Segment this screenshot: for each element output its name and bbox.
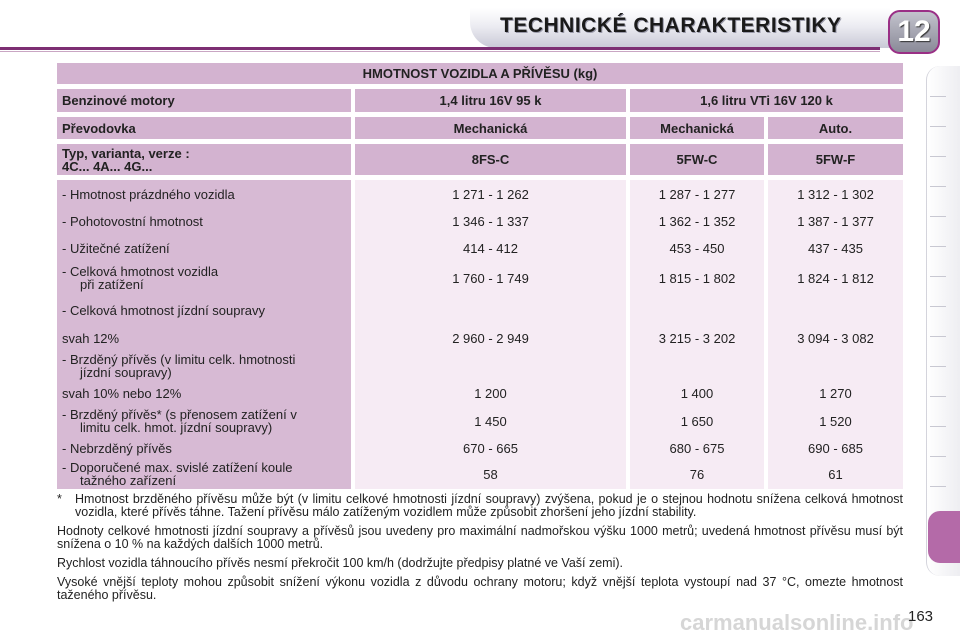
chapter-tab-rail [926, 66, 960, 576]
tab-divider [930, 486, 946, 487]
tab-divider [930, 456, 946, 457]
gearbox-label: Převodovka [57, 117, 351, 139]
row-label: svah 12% [62, 330, 120, 346]
tab-divider [930, 126, 946, 127]
row-value: 1 287 - 1 277 [658, 186, 736, 202]
row-value: 680 - 675 [669, 440, 725, 456]
tab-divider [930, 246, 946, 247]
footnote [57, 493, 903, 519]
row-value: 3 094 - 3 082 [797, 330, 874, 346]
page-title: TECHNICKÉ CHARAKTERISTIKY [500, 14, 842, 37]
row-label-cont: tažného zařízení [80, 473, 177, 488]
row-value: 1 400 [680, 385, 714, 401]
gearbox-3: Auto. [768, 117, 903, 139]
row-value: 1 271 - 1 262 [452, 186, 529, 202]
footnote-text: Hmotnost brzděného přívěsu může být (v limitu celkové hmotnosti jízdní soupravy) zvýšena, pokud je o stejnou hodnotu snížena celková hmotnost vozidla, které přívěs táhne. Tažení přívěsu málo zatíženým vozidlem může způsobit zhoršení jeho jízdní stability. [75, 492, 903, 519]
row-value: 1 824 - 1 812 [797, 270, 874, 286]
row-value: 1 200 [474, 385, 507, 401]
type-label-line2: 4C... 4A... 4G... [62, 158, 153, 174]
tab-divider [930, 156, 946, 157]
row-label-cont: při zatížení [80, 277, 144, 292]
note-paragraph: Vysoké vnější teploty mohou způsobit snížení výkonu vozidla z důvodu ochrany motoru; když vnější teplota vystoupí nad 37 °C, omezte hmotnost taženého přívěsu. [57, 575, 903, 602]
row-value: 453 - 450 [669, 240, 725, 256]
row-value: 1 520 [819, 413, 852, 429]
tab-divider [930, 426, 946, 427]
row-label: - Doporučené max. svislé zatížení koule [62, 460, 293, 475]
watermark: carmanualsonline.info [680, 610, 914, 635]
type-1: 8FS-C [355, 144, 626, 175]
row-value: 1 815 - 1 802 [658, 270, 736, 286]
tab-divider [930, 396, 946, 397]
row-value: 1 362 - 1 352 [658, 213, 736, 229]
row-label: - Celková hmotnost vozidla [62, 264, 219, 279]
row-value: 1 346 - 1 337 [452, 213, 529, 229]
row-value: 670 - 665 [463, 440, 518, 456]
row-label: svah 10% nebo 12% [62, 385, 182, 401]
row-label-cont: limitu celk. hmot. jízdní soupravy) [80, 420, 273, 435]
tab-divider [930, 366, 946, 367]
row-label: - Nebrzděný přívěs [62, 440, 172, 456]
row-value: 76 [689, 466, 705, 482]
row-label: - Užitečné zatížení [62, 240, 170, 256]
row-value: 1 760 - 1 749 [452, 270, 529, 286]
row-value: 61 [828, 466, 843, 482]
row-value: 3 215 - 3 202 [658, 330, 736, 346]
row-value: 2 960 - 2 949 [452, 330, 529, 346]
tab-divider [930, 276, 946, 277]
type-3: 5FW-F [768, 144, 903, 175]
note-paragraph: Rychlost vozidla táhnoucího přívěs nesmí překročit 100 km/h (dodržujte předpisy platné ve Vaší zemi). [57, 556, 624, 570]
row-value: 437 - 435 [808, 240, 863, 256]
active-chapter-tab[interactable] [928, 511, 960, 563]
tab-divider [930, 306, 946, 307]
type-label-line1: Typ, varianta, verze : [62, 145, 190, 161]
chapter-badge: 12 [888, 10, 940, 54]
page-number: 163 [908, 608, 934, 625]
gearbox-2: Mechanická [630, 117, 764, 139]
row-label: - Brzděný přívěs (v limitu celk. hmotnosti [62, 352, 296, 367]
header-rule-thin [0, 51, 880, 52]
row-value: 1 650 [680, 413, 714, 429]
engine-label: Benzinové motory [57, 89, 351, 112]
type-2: 5FW-C [630, 144, 764, 175]
row-value: 690 - 685 [808, 440, 863, 456]
tab-divider [930, 216, 946, 217]
row-label: - Celková hmotnost jízdní soupravy [62, 302, 266, 318]
row-value: 1 450 [474, 413, 507, 429]
tab-divider [930, 186, 946, 187]
note-paragraph: Hodnoty celkové hmotnosti jízdní soupravy a přívěsů jsou uvedeny pro maximální nadmořskou výšku 1000 metrů; uvedená hmotnost přívěsu musí být snížena o 10 % na každých dalších 1000 metrů. [57, 524, 903, 551]
row-value: 1 270 [819, 385, 852, 401]
row-value: 58 [483, 466, 498, 482]
gearbox-1: Mechanická [355, 117, 626, 139]
row-label: - Hmotnost prázdného vozidla [62, 186, 235, 202]
row-label: - Brzděný přívěs* (s přenosem zatížení v [62, 407, 297, 422]
tab-divider [930, 336, 946, 337]
row-value: 1 312 - 1 302 [797, 186, 874, 202]
header-rule [0, 47, 880, 50]
notes-section [57, 493, 903, 608]
type-label [57, 144, 351, 175]
engine-2: 1,6 litru VTi 16V 120 k [630, 89, 903, 112]
row-value: 414 - 412 [463, 240, 518, 256]
row-value: 1 387 - 1 377 [797, 213, 874, 229]
engine-1: 1,4 litru 16V 95 k [355, 89, 626, 112]
row-label-cont: jízdní soupravy) [80, 365, 172, 380]
tab-divider [930, 96, 946, 97]
table-title: HMOTNOST VOZIDLA A PŘÍVĚSU (kg) [57, 63, 903, 84]
footnote-marker: * [57, 492, 62, 506]
row-label: - Pohotovostní hmotnost [62, 213, 203, 229]
